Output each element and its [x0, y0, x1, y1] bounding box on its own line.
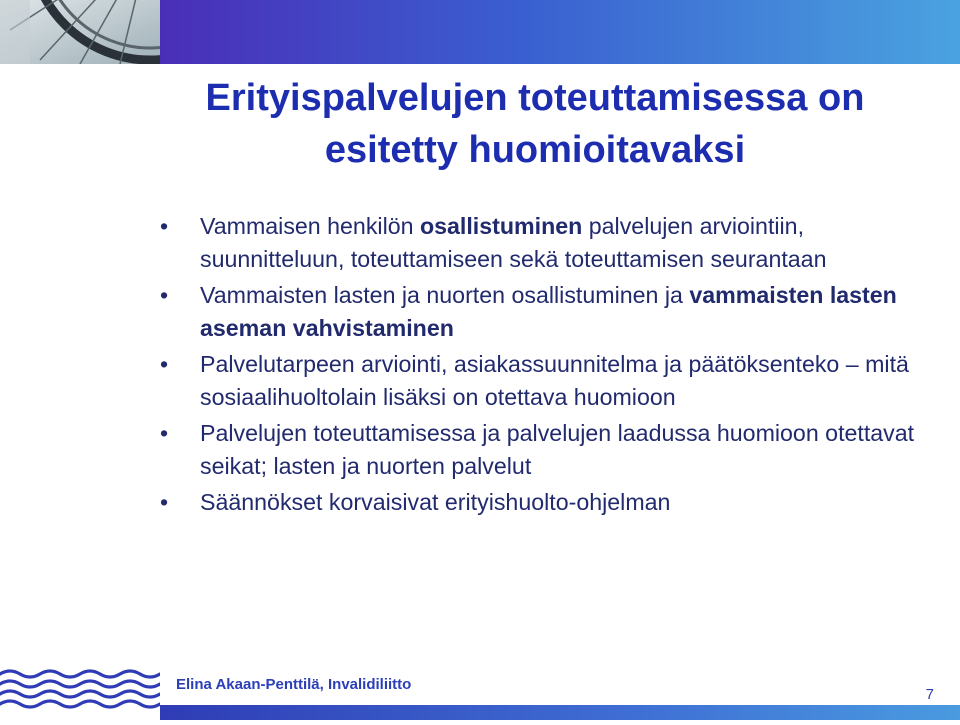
- header-photo-wheelchair-wheel: [0, 0, 160, 64]
- bullet-text: Säännökset korvaisivat erityishuolto-ohjelman: [200, 489, 671, 515]
- bullet-item: [160, 486, 940, 519]
- bullet-list: [160, 210, 940, 523]
- bullet-bold-text: osallistuminen: [419, 213, 583, 239]
- bullet-item: [160, 279, 940, 344]
- footer-author: Elina Akaan-Penttilä, Invalidiliitto: [176, 676, 412, 693]
- header-band: [160, 0, 960, 64]
- bullet-dot-icon: •: [160, 489, 169, 515]
- slide-title-line1: Erityispalvelujen toteuttamisessa on: [205, 77, 865, 119]
- bullet-dot-icon: •: [160, 282, 169, 308]
- wave-logo-icon: [0, 660, 160, 720]
- bullet-dot-icon: •: [160, 420, 169, 446]
- bullet-dot-icon: •: [160, 351, 169, 377]
- slide-number: 7: [925, 686, 934, 703]
- bullet-text: Vammaisen henkilön: [200, 213, 420, 239]
- slide-title: [120, 72, 950, 176]
- bullet-item: [160, 348, 940, 413]
- slide-title-line2: esitetty huomioitavaksi: [324, 129, 746, 171]
- bullet-bold-text: vammaisten lasten aseman vahvistaminen: [200, 282, 897, 341]
- bullet-text: Vammaisten lasten ja nuorten osallistuminen ja: [200, 282, 690, 308]
- footer-band: [160, 705, 960, 720]
- bullet-dot-icon: •: [160, 213, 169, 239]
- bullet-text-post: palvelujen arviointiin, suunnitteluun, toteuttamiseen sekä toteuttamisen seurantaan: [200, 213, 827, 272]
- bullet-text: Palvelutarpeen arviointi, asiakassuunnitelma ja päätöksenteko – mitä sosiaalihuoltolain lisäksi on otettava huomioon: [200, 351, 909, 410]
- bullet-item: [160, 210, 940, 275]
- bullet-item: [160, 417, 940, 482]
- bullet-text: Palvelujen toteuttamisessa ja palvelujen laadussa huomioon otettavat seikat; lasten ja nuorten palvelut: [200, 420, 915, 479]
